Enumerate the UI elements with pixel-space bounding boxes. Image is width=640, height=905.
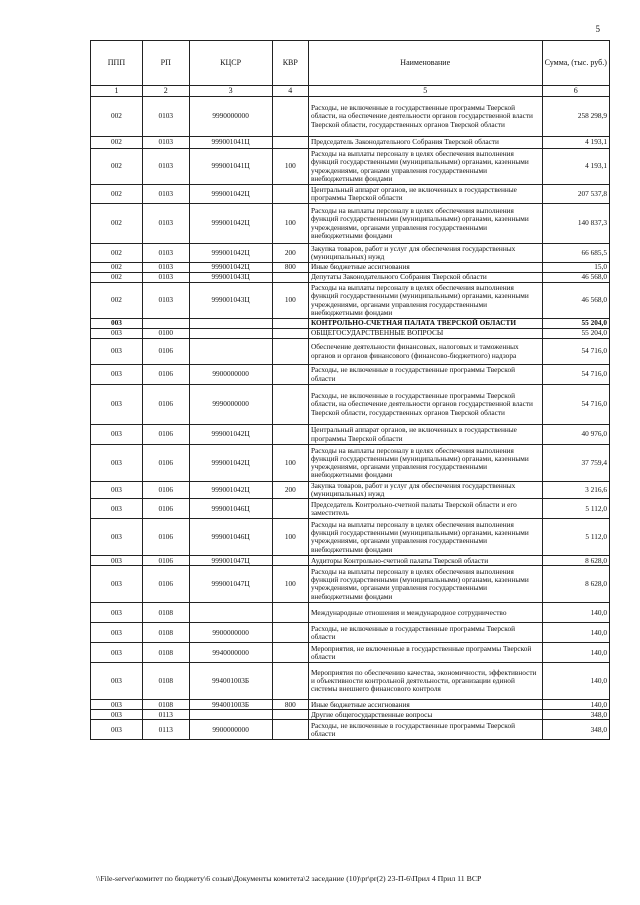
cell-name: ОБЩЕГОСУДАРСТВЕННЫЕ ВОПРОСЫ <box>308 329 542 339</box>
cell-kcsr: 999001041Ц <box>189 149 272 185</box>
cell-kvr <box>272 329 308 339</box>
cell-sum: 15,0 <box>542 263 610 273</box>
page-number: 5 <box>595 24 600 34</box>
cell-rp: 0106 <box>142 482 189 499</box>
header-kcsr: КЦСР <box>189 41 272 86</box>
cell-sum: 5 112,0 <box>542 499 610 519</box>
cell-kcsr: 9940000000 <box>189 643 272 663</box>
cell-kvr <box>272 720 308 740</box>
cell-rp: 0100 <box>142 329 189 339</box>
table-row <box>91 566 610 603</box>
cell-kcsr <box>189 603 272 623</box>
cell-sum: 54 716,0 <box>542 385 610 425</box>
cell-name: Председатель Законодательного Собрания Тверской области <box>308 137 542 149</box>
cell-name: Расходы, не включенные в государственные программы Тверской области, на обеспечение деятельности органов государственной власти Тверской области, государственных органов Тверской области <box>308 97 542 137</box>
cell-kcsr: 9900000000 <box>189 365 272 385</box>
table-row <box>91 319 610 329</box>
cell-ppp: 003 <box>91 385 143 425</box>
cell-ppp: 003 <box>91 329 143 339</box>
cell-kcsr: 9990000000 <box>189 97 272 137</box>
cell-kcsr <box>189 339 272 365</box>
cell-name: Мероприятия, не включенные в государственные программы Тверской области <box>308 643 542 663</box>
cell-ppp: 003 <box>91 720 143 740</box>
cell-sum: 140,0 <box>542 663 610 700</box>
cell-ppp: 002 <box>91 185 143 204</box>
cell-kvr: 800 <box>272 263 308 273</box>
cell-sum: 4 193,1 <box>542 149 610 185</box>
cell-sum: 40 976,0 <box>542 425 610 445</box>
cell-name: Расходы на выплаты персоналу в целях обеспечения выполнения функций государственными (муниципальными) органами, казенными учреждениями, органами управления государственными внебюджетными фондами <box>308 566 542 603</box>
cell-rp: 0106 <box>142 556 189 566</box>
header-sum: Сумма, (тыс. руб.) <box>542 41 610 86</box>
col-number: 5 <box>308 86 542 97</box>
cell-rp: 0106 <box>142 385 189 425</box>
cell-name: Аудиторы Контрольно-счетной палаты Тверской области <box>308 556 542 566</box>
table-row <box>91 273 610 283</box>
cell-name: Центральный аппарат органов, не включенных в государственные программы Тверской области <box>308 425 542 445</box>
cell-rp: 0108 <box>142 700 189 710</box>
table-row <box>91 519 610 556</box>
cell-rp: 0106 <box>142 365 189 385</box>
cell-kcsr: 999001042Ц <box>189 244 272 263</box>
cell-kcsr: 999001042Ц <box>189 263 272 273</box>
cell-ppp: 003 <box>91 556 143 566</box>
cell-ppp: 003 <box>91 482 143 499</box>
cell-kvr: 100 <box>272 204 308 244</box>
cell-ppp: 002 <box>91 204 143 244</box>
cell-kcsr: 999001047Ц <box>189 556 272 566</box>
cell-sum: 66 685,5 <box>542 244 610 263</box>
cell-sum: 55 204,0 <box>542 329 610 339</box>
cell-sum: 140,0 <box>542 643 610 663</box>
cell-sum: 4 193,1 <box>542 137 610 149</box>
cell-kcsr: 999001042Ц <box>189 185 272 204</box>
cell-ppp: 003 <box>91 603 143 623</box>
cell-rp: 0103 <box>142 204 189 244</box>
cell-kvr <box>272 137 308 149</box>
cell-kvr: 100 <box>272 283 308 319</box>
col-number: 1 <box>91 86 143 97</box>
cell-rp: 0103 <box>142 137 189 149</box>
cell-sum: 140,0 <box>542 623 610 643</box>
cell-name: Председатель Контрольно-счетной палаты Тверской области и его заместитель <box>308 499 542 519</box>
cell-ppp: 002 <box>91 263 143 273</box>
table-row <box>91 425 610 445</box>
cell-kcsr: 999001041Ц <box>189 137 272 149</box>
cell-kvr: 100 <box>272 566 308 603</box>
cell-kvr <box>272 499 308 519</box>
cell-rp: 0106 <box>142 566 189 603</box>
cell-rp: 0106 <box>142 499 189 519</box>
table-row <box>91 283 610 319</box>
table-row <box>91 329 610 339</box>
cell-name: Расходы на выплаты персоналу в целях обеспечения выполнения функций государственными (муниципальными) органами, казенными учреждениями, органами управления государственными внебюджетными фондами <box>308 283 542 319</box>
cell-kvr <box>272 623 308 643</box>
cell-name: Расходы на выплаты персоналу в целях обеспечения выполнения функций государственными (муниципальными) органами, казенными учреждениями, органами управления государственными внебюджетными фондами <box>308 149 542 185</box>
cell-ppp: 003 <box>91 499 143 519</box>
table-row <box>91 339 610 365</box>
cell-ppp: 003 <box>91 519 143 556</box>
cell-ppp: 003 <box>91 566 143 603</box>
table-row <box>91 720 610 740</box>
cell-rp: 0113 <box>142 710 189 720</box>
cell-sum: 140,0 <box>542 603 610 623</box>
cell-kcsr: 999001043Ц <box>189 283 272 319</box>
cell-name: Международные отношения и международное сотрудничество <box>308 603 542 623</box>
cell-rp: 0103 <box>142 283 189 319</box>
col-number: 2 <box>142 86 189 97</box>
cell-ppp: 002 <box>91 137 143 149</box>
cell-name: Депутаты Законодательного Собрания Тверской области <box>308 273 542 283</box>
cell-rp: 0103 <box>142 244 189 263</box>
cell-name: Иные бюджетные ассигнования <box>308 263 542 273</box>
table-row <box>91 623 610 643</box>
cell-name: Закупка товаров, работ и услуг для обеспечения государственных (муниципальных) нужд <box>308 244 542 263</box>
table-row <box>91 97 610 137</box>
cell-rp: 0106 <box>142 339 189 365</box>
cell-name: Расходы, не включенные в государственные программы Тверской области, на обеспечение деятельности органов государственной власти Тверской области, государственных органов Тверской области <box>308 385 542 425</box>
cell-name: Закупка товаров, работ и услуг для обеспечения государственных (муниципальных) нужд <box>308 482 542 499</box>
cell-kcsr: 999001042Ц <box>189 445 272 482</box>
table-row <box>91 663 610 700</box>
cell-rp: 0113 <box>142 720 189 740</box>
header-ppp: ППП <box>91 41 143 86</box>
table-row <box>91 149 610 185</box>
cell-kvr: 100 <box>272 519 308 556</box>
cell-ppp: 003 <box>91 445 143 482</box>
cell-sum: 8 628,0 <box>542 566 610 603</box>
cell-kvr <box>272 273 308 283</box>
cell-name: КОНТРОЛЬНО-СЧЕТНАЯ ПАЛАТА ТВЕРСКОЙ ОБЛАСТИ <box>308 319 542 329</box>
cell-name: Мероприятия по обеспечению качества, экономичности, эффективности и объективности контрольной деятельности, организации единой системы внешнего финансового контроля <box>308 663 542 700</box>
cell-kvr: 100 <box>272 149 308 185</box>
cell-kcsr: 999001046Ц <box>189 519 272 556</box>
cell-sum: 5 112,0 <box>542 519 610 556</box>
cell-name: Расходы на выплаты персоналу в целях обеспечения выполнения функций государственными (муниципальными) органами, казенными учреждениями, органами управления государственными внебюджетными фондами <box>308 204 542 244</box>
cell-kcsr: 999001047Ц <box>189 566 272 603</box>
header-kvr: КВР <box>272 41 308 86</box>
cell-kcsr: 9900000000 <box>189 623 272 643</box>
table-row <box>91 445 610 482</box>
cell-rp: 0108 <box>142 643 189 663</box>
cell-kvr: 100 <box>272 445 308 482</box>
cell-kvr <box>272 556 308 566</box>
cell-sum: 348,0 <box>542 710 610 720</box>
cell-name: Расходы, не включенные в государственные программы Тверской области <box>308 720 542 740</box>
cell-ppp: 002 <box>91 97 143 137</box>
cell-kcsr: 9990000000 <box>189 385 272 425</box>
cell-kcsr: 994001003Б <box>189 663 272 700</box>
cell-rp: 0103 <box>142 149 189 185</box>
cell-ppp: 003 <box>91 663 143 700</box>
cell-kcsr <box>189 329 272 339</box>
table-row <box>91 700 610 710</box>
cell-name: Иные бюджетные ассигнования <box>308 700 542 710</box>
cell-name: Другие общегосударственные вопросы <box>308 710 542 720</box>
cell-ppp: 002 <box>91 149 143 185</box>
cell-rp: 0108 <box>142 663 189 700</box>
table-row <box>91 643 610 663</box>
cell-rp: 0106 <box>142 425 189 445</box>
header-rp: РП <box>142 41 189 86</box>
cell-kcsr: 999001042Ц <box>189 425 272 445</box>
table-row <box>91 482 610 499</box>
cell-ppp: 002 <box>91 273 143 283</box>
column-number-row <box>91 86 610 97</box>
cell-rp: 0103 <box>142 273 189 283</box>
cell-ppp: 002 <box>91 283 143 319</box>
cell-kcsr <box>189 710 272 720</box>
table-row <box>91 263 610 273</box>
cell-sum: 140 837,3 <box>542 204 610 244</box>
cell-sum: 8 628,0 <box>542 556 610 566</box>
cell-rp: 0108 <box>142 603 189 623</box>
cell-ppp: 003 <box>91 643 143 663</box>
table-row <box>91 556 610 566</box>
cell-kvr <box>272 385 308 425</box>
cell-sum: 3 216,6 <box>542 482 610 499</box>
cell-sum: 54 716,0 <box>542 339 610 365</box>
cell-rp: 0106 <box>142 445 189 482</box>
cell-rp: 0103 <box>142 97 189 137</box>
cell-kvr <box>272 97 308 137</box>
cell-sum: 348,0 <box>542 720 610 740</box>
cell-kcsr: 999001046Ц <box>189 499 272 519</box>
cell-rp <box>142 319 189 329</box>
col-number: 4 <box>272 86 308 97</box>
cell-kcsr: 999001042Ц <box>189 204 272 244</box>
cell-rp: 0103 <box>142 185 189 204</box>
cell-name: Расходы, не включенные в государственные программы Тверской области <box>308 623 542 643</box>
cell-name: Обеспечение деятельности финансовых, налоговых и таможенных органов и органов финансового (финансово-бюджетного) надзора <box>308 339 542 365</box>
cell-sum: 55 204,0 <box>542 319 610 329</box>
cell-ppp: 003 <box>91 425 143 445</box>
table-row <box>91 137 610 149</box>
col-number: 3 <box>189 86 272 97</box>
cell-kvr <box>272 365 308 385</box>
cell-kvr <box>272 603 308 623</box>
cell-kvr <box>272 185 308 204</box>
cell-kcsr <box>189 319 272 329</box>
table-row <box>91 710 610 720</box>
cell-name: Расходы, не включенные в государственные программы Тверской области <box>308 365 542 385</box>
table-row <box>91 499 610 519</box>
header-name: Наименование <box>308 41 542 86</box>
cell-kvr <box>272 643 308 663</box>
cell-kvr: 200 <box>272 482 308 499</box>
cell-sum: 46 568,0 <box>542 273 610 283</box>
cell-name: Центральный аппарат органов, не включенных в государственные программы Тверской области <box>308 185 542 204</box>
header-row <box>91 41 610 86</box>
cell-ppp: 003 <box>91 365 143 385</box>
cell-kcsr: 999001043Ц <box>189 273 272 283</box>
cell-name: Расходы на выплаты персоналу в целях обеспечения выполнения функций государственными (муниципальными) органами, казенными учреждениями, органами управления государственными внебюджетными фондами <box>308 445 542 482</box>
cell-sum: 258 298,9 <box>542 97 610 137</box>
cell-kvr <box>272 425 308 445</box>
budget-table <box>90 40 610 740</box>
cell-kvr: 800 <box>272 700 308 710</box>
cell-ppp: 003 <box>91 319 143 329</box>
cell-rp: 0106 <box>142 519 189 556</box>
cell-ppp: 002 <box>91 244 143 263</box>
cell-ppp: 003 <box>91 700 143 710</box>
cell-sum: 54 716,0 <box>542 365 610 385</box>
table-row <box>91 204 610 244</box>
file-path-footer: \\File-server\комитет по бюджету\6 созыв\Документы комитета\2 заседание (10)\pr\pr(2) 23-П-6\Прил 4 Прил 11 ВСР <box>96 874 482 883</box>
cell-ppp: 003 <box>91 339 143 365</box>
cell-sum: 207 537,8 <box>542 185 610 204</box>
cell-sum: 46 568,0 <box>542 283 610 319</box>
cell-kvr: 200 <box>272 244 308 263</box>
cell-name: Расходы на выплаты персоналу в целях обеспечения выполнения функций государственными (муниципальными) органами, казенными учреждениями, органами управления государственными внебюджетными фондами <box>308 519 542 556</box>
table-row <box>91 185 610 204</box>
cell-ppp: 003 <box>91 710 143 720</box>
cell-kvr <box>272 710 308 720</box>
cell-kvr <box>272 319 308 329</box>
table-row <box>91 365 610 385</box>
col-number: 6 <box>542 86 610 97</box>
table-row <box>91 244 610 263</box>
cell-sum: 140,0 <box>542 700 610 710</box>
cell-kcsr: 994001003Б <box>189 700 272 710</box>
cell-rp: 0103 <box>142 263 189 273</box>
cell-ppp: 003 <box>91 623 143 643</box>
cell-kcsr: 999001042Ц <box>189 482 272 499</box>
cell-rp: 0108 <box>142 623 189 643</box>
cell-kvr <box>272 663 308 700</box>
cell-kcsr: 9900000000 <box>189 720 272 740</box>
cell-sum: 37 759,4 <box>542 445 610 482</box>
table-row <box>91 603 610 623</box>
cell-kvr <box>272 339 308 365</box>
table-row <box>91 385 610 425</box>
